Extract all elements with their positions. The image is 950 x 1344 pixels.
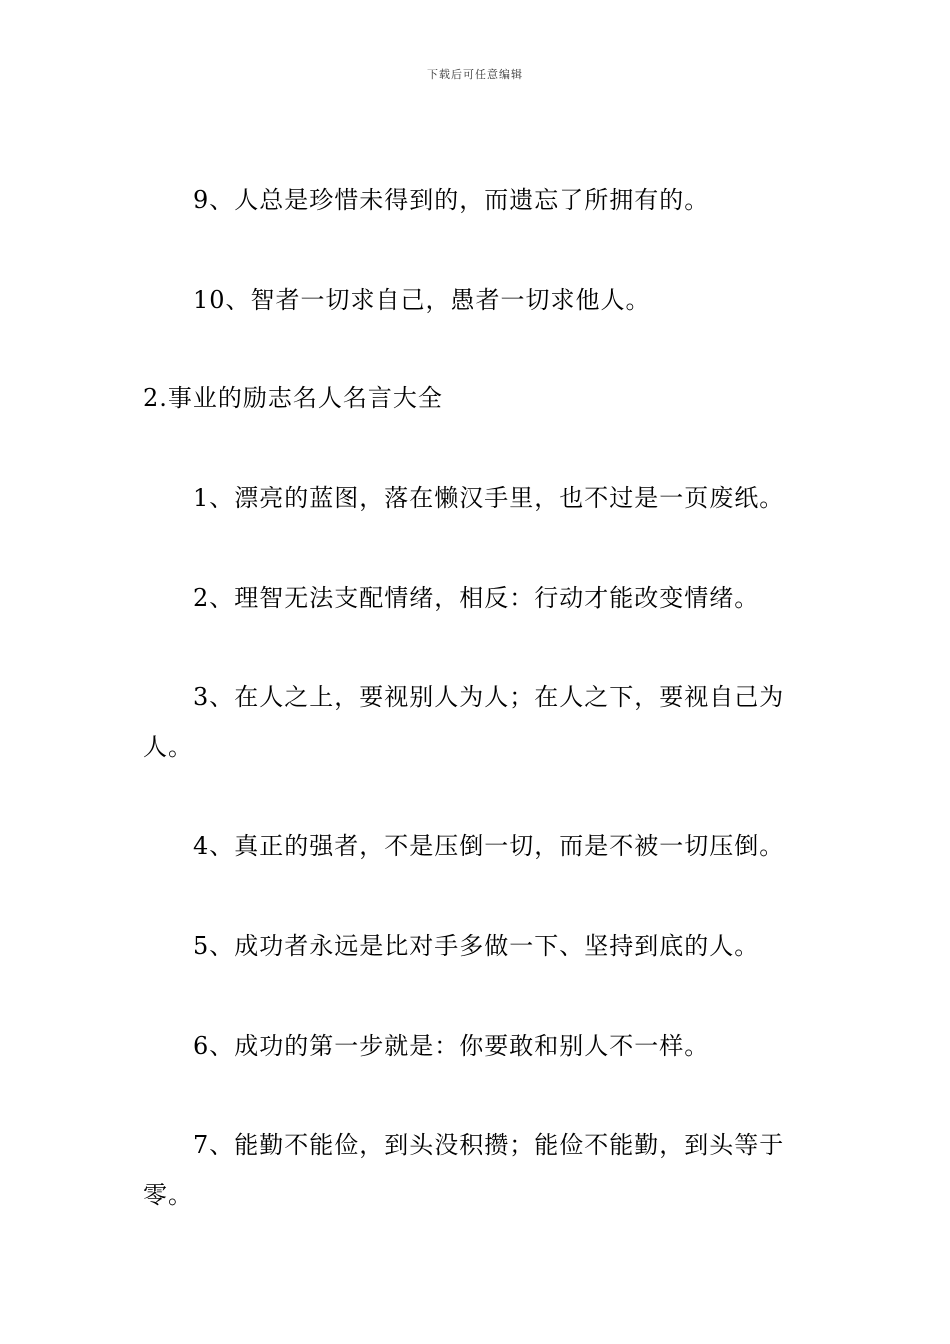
quote-5: 5、成功者永远是比对手多做一下、坚持到底的人。 — [193, 932, 760, 960]
page-header: 下载后可任意编辑 — [427, 68, 523, 81]
section-heading: 2.事业的励志名人名言大全 — [143, 384, 443, 412]
quote-9: 9、人总是珍惜未得到的，而遗忘了所拥有的。 — [193, 186, 710, 214]
quote-7: 7、能勤不能俭，到头没积攒；能俭不能勤，到头等于 — [193, 1131, 785, 1159]
quote-3: 3、在人之上，要视别人为人；在人之下，要视自己为 — [193, 683, 785, 711]
quote-1: 1、漂亮的蓝图，落在懒汉手里，也不过是一页废纸。 — [193, 484, 785, 512]
quote-10: 10、智者一切求自己，愚者一切求他人。 — [193, 286, 651, 314]
quote-3-continuation: 人。 — [143, 733, 193, 761]
quote-4: 4、真正的强者，不是压倒一切，而是不被一切压倒。 — [193, 832, 785, 860]
quote-2: 2、理智无法支配情绪，相反：行动才能改变情绪。 — [193, 584, 760, 612]
quote-6: 6、成功的第一步就是：你要敢和别人不一样。 — [193, 1032, 710, 1060]
quote-7-continuation: 零。 — [143, 1181, 193, 1209]
